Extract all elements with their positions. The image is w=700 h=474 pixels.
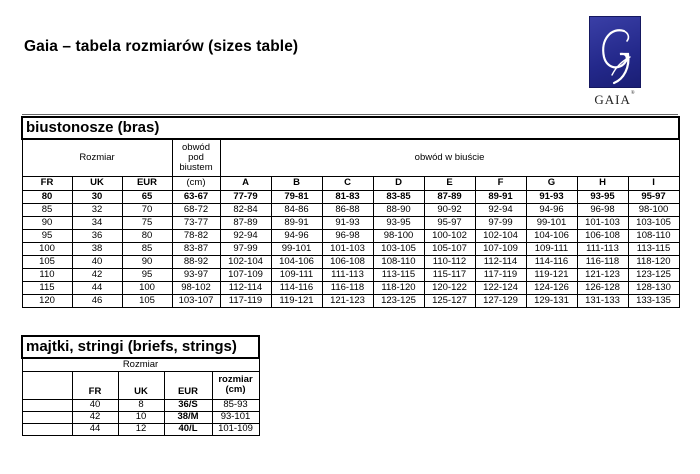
table-row (22, 216, 679, 229)
cell-bust: 123-125 (628, 268, 679, 281)
cell-fr: 120 (22, 294, 72, 307)
cell-bust: 99-101 (271, 242, 322, 255)
cell-bust: 97-99 (220, 242, 271, 255)
cup-header: F (475, 176, 526, 190)
cell-uk: 38 (72, 242, 122, 255)
cell-bust: 131-133 (577, 294, 628, 307)
cell-uk: 46 (72, 294, 122, 307)
cell-fr: 95 (22, 229, 72, 242)
briefs-col-eur: EUR (164, 371, 212, 399)
table-row (22, 411, 259, 423)
cell-bust: 82-84 (220, 203, 271, 216)
cup-header: E (424, 176, 475, 190)
bras-rozmiar-header: Rozmiar (22, 139, 172, 176)
cell-fr: 85 (22, 203, 72, 216)
table-row (22, 423, 259, 435)
logo-monogram-graphic (590, 17, 642, 89)
cell-underbust: 63-67 (172, 190, 220, 203)
cup-header: A (220, 176, 271, 190)
cell-bust: 120-122 (424, 281, 475, 294)
cell-eur: 105 (122, 294, 172, 307)
header-divider (22, 114, 678, 115)
cell-underbust: 78-82 (172, 229, 220, 242)
cell-uk: 10 (118, 411, 164, 423)
cell-blank (22, 423, 72, 435)
bust-header: obwód w biuście (220, 139, 679, 176)
page-title: Gaia – tabela rozmiarów (sizes table) (24, 38, 299, 55)
cell-size-cm: 93-101 (212, 411, 259, 423)
cup-header: H (577, 176, 628, 190)
cell-bust: 119-121 (271, 294, 322, 307)
cell-fr: 42 (72, 411, 118, 423)
cell-bust: 116-118 (322, 281, 373, 294)
cup-header: G (526, 176, 577, 190)
cell-eur: 38/M (164, 411, 212, 423)
cup-header: I (628, 176, 679, 190)
cell-bust: 127-129 (475, 294, 526, 307)
cell-eur: 100 (122, 281, 172, 294)
cell-bust: 83-85 (373, 190, 424, 203)
cell-fr: 115 (22, 281, 72, 294)
cell-eur: 95 (122, 268, 172, 281)
cell-bust: 129-131 (526, 294, 577, 307)
cell-bust: 93-95 (373, 216, 424, 229)
table-row (22, 242, 679, 255)
cell-bust: 105-107 (424, 242, 475, 255)
cup-header: D (373, 176, 424, 190)
cell-bust: 104-106 (271, 255, 322, 268)
cell-bust: 109-111 (526, 242, 577, 255)
cup-header: B (271, 176, 322, 190)
cell-bust: 119-121 (526, 268, 577, 281)
cell-uk: 30 (72, 190, 122, 203)
cell-bust: 124-126 (526, 281, 577, 294)
cell-bust: 114-116 (271, 281, 322, 294)
table-row (22, 281, 679, 294)
table-row (22, 190, 679, 203)
cell-bust: 107-109 (475, 242, 526, 255)
cell-uk: 34 (72, 216, 122, 229)
gaia-logo (589, 16, 641, 108)
cell-eur: 85 (122, 242, 172, 255)
cell-uk: 44 (72, 281, 122, 294)
cell-bust: 79-81 (271, 190, 322, 203)
cell-bust: 84-86 (271, 203, 322, 216)
logo-wordmark: GAIA® (594, 90, 636, 107)
cell-bust: 87-89 (220, 216, 271, 229)
cell-fr: 90 (22, 216, 72, 229)
cell-bust: 91-93 (322, 216, 373, 229)
cell-bust: 94-96 (271, 229, 322, 242)
cell-bust: 106-108 (322, 255, 373, 268)
cell-bust: 90-92 (424, 203, 475, 216)
cell-eur: 80 (122, 229, 172, 242)
cell-bust: 107-109 (220, 268, 271, 281)
briefs-col-size: rozmiar (cm) (212, 371, 259, 399)
table-row (22, 255, 679, 268)
cell-fr: 110 (22, 268, 72, 281)
cell-uk: 36 (72, 229, 122, 242)
cell-bust: 94-96 (526, 203, 577, 216)
cell-underbust: 88-92 (172, 255, 220, 268)
cell-bust: 108-110 (628, 229, 679, 242)
table-row (22, 203, 679, 216)
cell-bust: 128-130 (628, 281, 679, 294)
cell-bust: 121-123 (322, 294, 373, 307)
cell-bust: 125-127 (424, 294, 475, 307)
cell-size-cm: 101-109 (212, 423, 259, 435)
cell-underbust: 103-107 (172, 294, 220, 307)
cell-bust: 117-119 (475, 268, 526, 281)
cell-bust: 106-108 (577, 229, 628, 242)
cell-bust: 114-116 (526, 255, 577, 268)
cell-bust: 92-94 (475, 203, 526, 216)
bras-section-title: biustonosze (bras) (22, 117, 679, 139)
cell-eur: 40/L (164, 423, 212, 435)
cell-bust: 121-123 (577, 268, 628, 281)
cell-eur: 75 (122, 216, 172, 229)
table-row (22, 399, 259, 411)
cell-underbust: 93-97 (172, 268, 220, 281)
cell-bust: 101-103 (577, 216, 628, 229)
cell-bust: 99-101 (526, 216, 577, 229)
cell-bust: 86-88 (322, 203, 373, 216)
cell-bust: 118-120 (373, 281, 424, 294)
cell-bust: 95-97 (628, 190, 679, 203)
cell-uk: 40 (72, 255, 122, 268)
cell-uk: 42 (72, 268, 122, 281)
cell-bust: 96-98 (322, 229, 373, 242)
cell-bust: 109-111 (271, 268, 322, 281)
underbust-header: obwód pod biustem (172, 139, 220, 176)
cell-bust: 118-120 (628, 255, 679, 268)
cell-bust: 103-105 (628, 216, 679, 229)
cell-fr: 80 (22, 190, 72, 203)
cell-bust: 98-100 (628, 203, 679, 216)
cell-blank (22, 411, 72, 423)
cell-bust: 101-103 (322, 242, 373, 255)
cell-underbust: 73-77 (172, 216, 220, 229)
cell-bust: 89-91 (271, 216, 322, 229)
cup-header: C (322, 176, 373, 190)
cell-bust: 95-97 (424, 216, 475, 229)
col-underbust-cm: (cm) (172, 176, 220, 190)
cell-bust: 113-115 (373, 268, 424, 281)
cell-bust: 96-98 (577, 203, 628, 216)
cell-uk: 8 (118, 399, 164, 411)
briefs-size-table (21, 335, 260, 436)
cell-bust: 100-102 (424, 229, 475, 242)
cell-fr: 100 (22, 242, 72, 255)
logo-badge (589, 16, 641, 88)
cell-blank (22, 399, 72, 411)
cell-fr: 105 (22, 255, 72, 268)
cell-bust: 93-95 (577, 190, 628, 203)
cell-bust: 116-118 (577, 255, 628, 268)
cell-bust: 115-117 (424, 268, 475, 281)
cell-bust: 122-124 (475, 281, 526, 294)
cell-bust: 126-128 (577, 281, 628, 294)
cell-bust: 98-100 (373, 229, 424, 242)
cell-bust: 77-79 (220, 190, 271, 203)
cell-underbust: 98-102 (172, 281, 220, 294)
cell-uk: 32 (72, 203, 122, 216)
cell-bust: 103-105 (373, 242, 424, 255)
briefs-col-uk: UK (118, 371, 164, 399)
briefs-section-title: majtki, stringi (briefs, strings) (22, 336, 259, 358)
cell-eur: 36/S (164, 399, 212, 411)
col-uk: UK (72, 176, 122, 190)
cell-uk: 12 (118, 423, 164, 435)
cell-underbust: 83-87 (172, 242, 220, 255)
cell-bust: 111-113 (322, 268, 373, 281)
cell-eur: 90 (122, 255, 172, 268)
cell-bust: 91-93 (526, 190, 577, 203)
cell-eur: 65 (122, 190, 172, 203)
cell-bust: 108-110 (373, 255, 424, 268)
cell-bust: 87-89 (424, 190, 475, 203)
cell-underbust: 68-72 (172, 203, 220, 216)
cell-bust: 89-91 (475, 190, 526, 203)
cell-bust: 111-113 (577, 242, 628, 255)
briefs-rozmiar-header: Rozmiar (22, 358, 259, 371)
briefs-col-blank (22, 371, 72, 399)
cell-bust: 133-135 (628, 294, 679, 307)
cell-bust: 102-104 (475, 229, 526, 242)
cell-size-cm: 85-93 (212, 399, 259, 411)
cell-bust: 104-106 (526, 229, 577, 242)
cell-fr: 40 (72, 399, 118, 411)
cell-bust: 113-115 (628, 242, 679, 255)
table-row (22, 229, 679, 242)
cell-bust: 112-114 (475, 255, 526, 268)
cell-fr: 44 (72, 423, 118, 435)
bras-size-table (21, 116, 680, 308)
table-row (22, 268, 679, 281)
table-row (22, 294, 679, 307)
briefs-col-fr: FR (72, 371, 118, 399)
cell-bust: 110-112 (424, 255, 475, 268)
cell-bust: 97-99 (475, 216, 526, 229)
cell-bust: 112-114 (220, 281, 271, 294)
cell-bust: 102-104 (220, 255, 271, 268)
col-fr: FR (22, 176, 72, 190)
cell-bust: 117-119 (220, 294, 271, 307)
cell-eur: 70 (122, 203, 172, 216)
cell-bust: 123-125 (373, 294, 424, 307)
col-eur: EUR (122, 176, 172, 190)
cell-bust: 88-90 (373, 203, 424, 216)
cell-bust: 92-94 (220, 229, 271, 242)
cell-bust: 81-83 (322, 190, 373, 203)
